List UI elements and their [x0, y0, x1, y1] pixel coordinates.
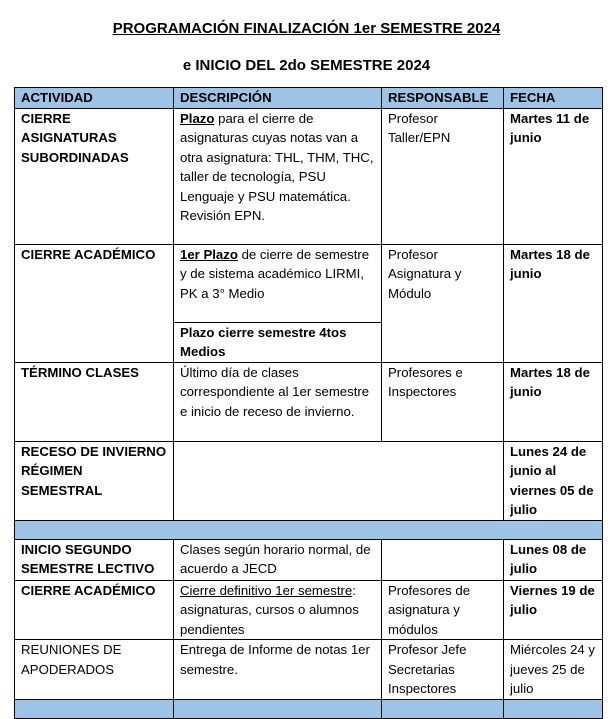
cell-descripcion-2: Plazo cierre semestre 4tos Medios [174, 322, 382, 362]
cell-fecha: Miércoles 24 y jueves 25 de julio [504, 640, 603, 700]
cell-responsable: Profesor Asignatura y Módulo [382, 244, 504, 362]
separator-cell [15, 520, 603, 539]
table-row [15, 244, 603, 322]
table-row [15, 362, 603, 441]
cell-responsable: Profesor Jefe Secretarias Inspectores [382, 640, 504, 700]
table-row [15, 580, 603, 640]
schedule-table [14, 87, 603, 719]
cell-descripcion [174, 244, 382, 322]
header-actividad: ACTIVIDAD [15, 88, 174, 109]
header-fecha: FECHA [504, 88, 603, 109]
cell-descripcion: Clases según horario normal, de acuerdo a JECD [174, 539, 382, 580]
desc-text: para el cierre de asignaturas cuyas notas van a otra asignatura: THL, THM, THC, taller de tecnología, PSU Lenguaje y PSU matemática. Revisión EPN. [180, 110, 374, 223]
cell-actividad: TÉRMINO CLASES [15, 362, 174, 441]
desc-underlined: Plazo [180, 110, 215, 126]
cell-responsable: Profesor Taller/EPN [382, 108, 504, 244]
cell-actividad: REUNIONES DE APODERADOS [15, 640, 174, 700]
separator-row [15, 520, 603, 539]
cell-descripcion: Entrega de Informe de notas 1er semestre. [174, 640, 382, 700]
cell-fecha: Martes 18 de junio [504, 362, 603, 441]
header-responsable: RESPONSABLE [382, 88, 504, 109]
desc-underlined: Cierre definitivo 1er semestre [180, 582, 353, 598]
cell-actividad: CIERRE ACADÉMICO [15, 244, 174, 362]
cell-responsable: Profesores de asignatura y módulos [382, 580, 504, 640]
cell-responsable [382, 539, 504, 580]
desc-underlined: 1er Plazo [180, 246, 238, 262]
cell-fecha: Martes 11 de junio [504, 108, 603, 244]
cell-fecha: Martes 18 de junio [504, 244, 603, 362]
cell-fecha: Lunes 24 de junio al viernes 05 de julio [504, 441, 603, 520]
cell-responsable: Profesores e Inspectores [382, 362, 504, 441]
cell-fecha: Lunes 08 de julio [504, 539, 603, 580]
cell-fecha: Viernes 19 de julio [504, 580, 603, 640]
table-row [15, 640, 603, 700]
cell-actividad: CIERRE ASIGNATURAS SUBORDINADAS [15, 108, 174, 244]
cell-descripcion: Último día de clases correspondiente al 1er semestre e inicio de receso de invierno. [174, 362, 382, 441]
cell-empty [174, 441, 504, 520]
table-row [15, 441, 603, 520]
title-line-2: e INICIO DEL 2do SEMESTRE 2024 [182, 57, 431, 74]
desc-text: de cierre de semestre y de sistema académico LIRMI, PK a 3° Medio [180, 246, 370, 301]
cell-actividad: RECESO DE INVIERNO RÉGIMEN SEMESTRAL [15, 441, 174, 520]
header-descripcion: DESCRIPCIÓN [174, 88, 382, 109]
title-line-1: PROGRAMACIÓN FINALIZACIÓN 1er SEMESTRE 2024 [112, 20, 501, 37]
cell-actividad: CIERRE ACADÉMICO [15, 580, 174, 640]
header-row [15, 88, 603, 109]
cell-actividad: INICIO SEGUNDO SEMESTRE LECTIVO [15, 539, 174, 580]
cell-descripcion [174, 108, 382, 244]
table-row [15, 108, 603, 244]
cell-descripcion [174, 580, 382, 640]
desc-text: : asignaturas, cursos o alumnos pendientes [180, 582, 359, 637]
table-row [15, 539, 603, 580]
